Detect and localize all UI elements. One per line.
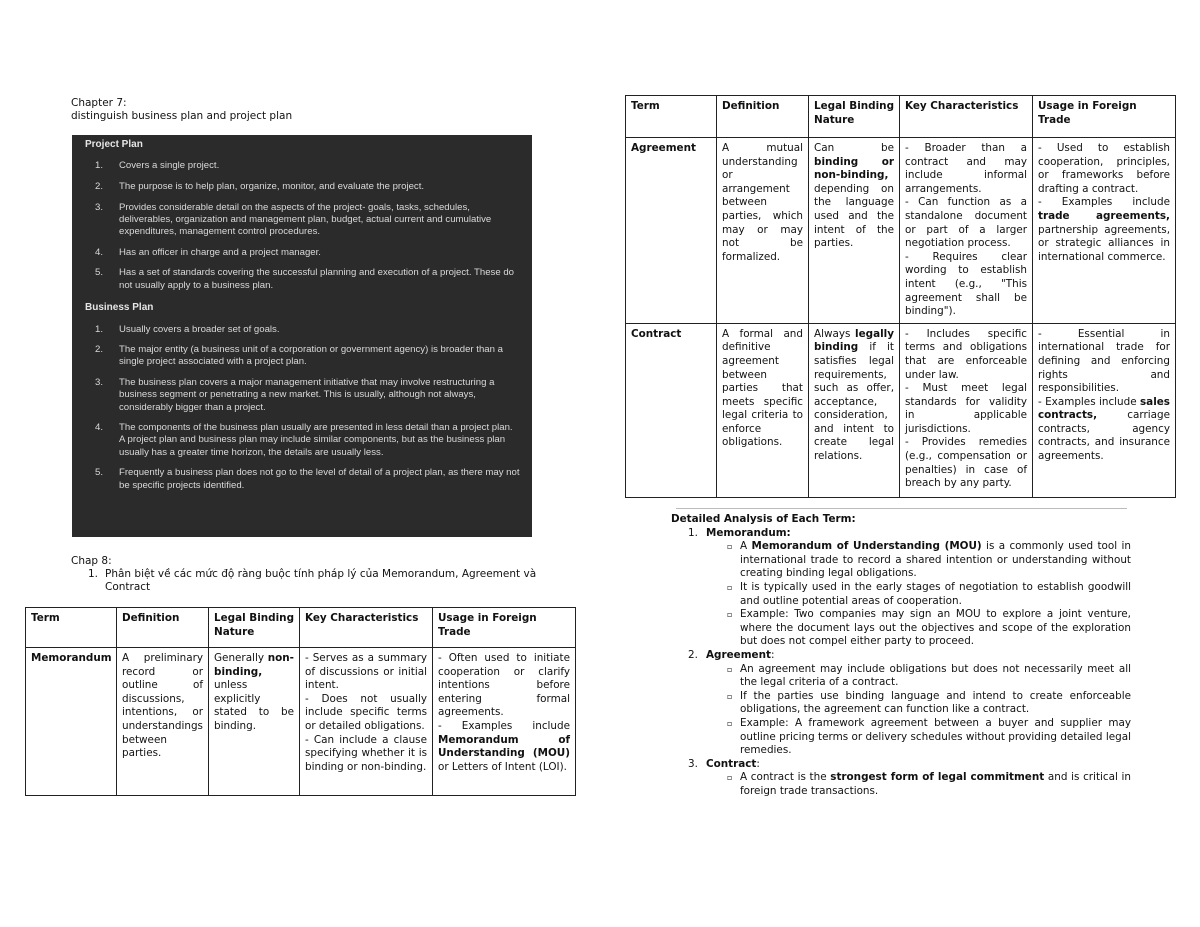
project-plan-title: Project Plan [85,139,143,150]
item-label: Agreement [706,648,771,661]
list-number: 2. [688,648,698,661]
text-run: A contract is the [740,771,831,784]
item-label: Memorandum: [706,526,791,539]
table-row [626,323,1176,497]
list-text: Provides considerable detail on the aspects of the project- goals, tasks, schedules, deliverables, organization and management plan, budget, actual current and cumulative expenditures, management control procedures. [119,201,492,238]
project-plan-item [85,247,520,259]
text-bold: Memorandum of Understanding (MOU) [751,540,982,553]
business-plan-item [85,467,520,491]
cell-legal-binding [809,138,900,324]
text-run: or Letters of Intent (LOI). [438,760,567,773]
list-number: 5. [95,267,104,279]
text-bold: strongest form of legal commitment [830,771,1045,784]
chapter8-heading: Chap 8: [71,555,112,567]
list-text: The major entity (a business unit of a corporation or government agency) is broader than a single project associated with a project plan. [119,344,503,368]
text-run: - Used to establish cooperation, principles, or frameworks before drafting a contract. - Examples include [1038,142,1170,209]
analysis-item-memorandum [671,527,1131,541]
list-number: 1. [95,160,104,172]
list-number: 2. [95,344,104,356]
plan-comparison-image [72,135,532,537]
analysis-item-agreement [671,649,1131,663]
bullet-icon: ▫ [727,582,733,592]
memorandum-table [25,607,576,796]
header-key-characteristics: Key Characteristics [900,96,1033,138]
cell-usage [1033,323,1176,497]
list-text: Phân biệt về các mức độ ràng buộc tính pháp lý của Memorandum, Agreement và Contract [105,568,537,593]
list-text: Has an officer in charge and a project manager. [119,246,321,258]
list-number: 1. [95,323,104,335]
text-run: Always [814,327,856,340]
text-bold: legally binding [814,327,894,354]
list-text: The components of the business plan usually are presented in less detail than a project plan. A project plan and business plan may include similar components, but as the business plan usually has a greater time horizon, the details are usually less. [119,422,513,458]
bullet-item [671,608,1131,649]
text-run: - Often used to initiate cooperation or clarify intentions before entering formal agreements. - Examples include [438,652,570,732]
header-legal-binding: Legal Binding Nature [809,96,900,138]
detailed-analysis [671,513,1131,798]
bullet-item [671,581,1131,608]
bullet-icon: ▫ [727,718,733,728]
text-run: Example: A framework agreement between a buyer and supplier may outline pricing terms or delivery schedules without providing detailed legal remedies. [740,716,1131,757]
cell-term: Memorandum [26,648,117,796]
text-run: : [770,648,775,661]
list-number: 4. [95,422,104,434]
project-plan-item [85,181,520,193]
bullet-icon: ▫ [727,691,733,701]
text-run: An agreement may include obligations but does not necessarily meet all the legal criteria of a contract. [740,662,1131,689]
list-text: Has a set of standards covering the successful planning and execution of a project. These do not usually apply to a business plan. [119,267,515,291]
project-plan-item [85,267,520,291]
cell-term: Agreement [626,138,717,324]
cell-definition: A formal and definitive agreement between parties that meets specific legal criteria to enforce obligations. [717,323,809,497]
bullet-icon: ▫ [727,610,733,620]
header-key-characteristics: Key Characteristics [300,608,433,648]
analysis-item-contract [671,758,1131,772]
bullet-item [671,771,1131,798]
text-bold: sales contracts, [1038,395,1170,422]
business-plan-item [85,422,520,459]
bullet-item [671,663,1131,690]
header-usage: Usage in Foreign Trade [1033,96,1176,138]
text-run: Example: Two companies may sign an MOU to explore a joint venture, where the document lays out the objectives and scope of the exploration but does not compel either party to proceed. [740,608,1131,648]
list-number: 3. [95,201,104,213]
table-row [26,648,576,796]
list-text: Usually covers a broader set of goals. [119,323,280,335]
section-divider [676,508,1127,509]
text-run: if it satisfies legal requirements, such as offer, acceptance, consideration, and intent to create legal relations. [814,341,894,463]
text-bold: trade agreements, [1038,209,1170,222]
text-run: : [756,757,760,770]
business-plan-list [85,324,520,492]
header-usage: Usage in Foreign Trade [433,608,576,648]
cell-definition: A mutual understanding or arrangement between parties, which may or may not be formalized. [717,138,809,324]
list-number: 1. [88,568,99,580]
item-label: Contract [706,757,757,770]
chapter7-heading-block [71,97,292,123]
table-row [626,138,1176,324]
header-term: Term [626,96,717,138]
cell-legal-binding [809,323,900,497]
list-text: The business plan covers a major management initiative that may involve restructuring a business segment or penetrating a new market. This is usually, although not always, considerably bigger than a project. [119,377,495,413]
project-plan-list [85,160,520,292]
table-header-row [626,96,1176,138]
table-header-row [26,608,576,648]
cell-definition: A preliminary record or outline of discussions, intentions, or understandings between parties. [117,648,209,796]
project-plan-item [85,160,520,172]
cell-key-characteristics: - Broader than a contract and may include informal arrangements. - Can function as a standalone document or part of a larger negotiation process. - Requires clear wording to establish intent (e.g., "This agreement shall be binding"). [900,138,1033,324]
list-number: 5. [95,467,104,479]
cell-usage [433,648,576,796]
text-run: Can be [814,142,894,154]
text-bold: non-binding, [214,652,294,678]
text-run: A [740,540,752,553]
chapter8-list-item [88,568,538,594]
header-definition: Definition [717,96,809,138]
business-plan-item [85,344,520,368]
text-run: - Essential in international trade for defining and enforcing rights and responsibilities. - Examples include [1038,327,1170,408]
text-run: It is typically used in the early stages of negotiation to establish goodwill and outline potential areas of cooperation. [740,580,1131,607]
header-definition: Definition [117,608,209,648]
header-term: Term [26,608,117,648]
bullet-icon: ▫ [727,664,733,674]
list-number: 3. [688,757,698,770]
bullet-item [671,690,1131,717]
bullet-item [671,717,1131,758]
cell-key-characteristics: - Serves as a summary of discussions or initial intent. - Does not usually include specific terms or detailed obligations. - Can include a clause specifying whether it is binding or non-binding. [300,648,433,796]
project-plan-item [85,202,520,239]
business-plan-item [85,324,520,336]
list-text: Covers a single project. [119,160,220,172]
analysis-title: Detailed Analysis of Each Term: [671,513,856,525]
list-number: 1. [688,526,698,539]
list-number: 4. [95,246,104,258]
bullet-icon: ▫ [727,542,733,552]
list-number: 3. [95,377,104,389]
list-text: The purpose is to help plan, organize, monitor, and evaluate the project. [119,180,425,192]
chapter7-heading: Chapter 7: [71,97,127,109]
list-number: 2. [95,180,104,192]
cell-usage [1033,138,1176,324]
business-plan-title: Business Plan [85,302,154,314]
agreement-contract-table [625,95,1176,498]
text-run: depending on the language used and the intent of the parties. [814,182,894,250]
header-legal-binding: Legal Binding Nature [209,608,300,648]
text-bold: Memorandum of Understanding (MOU) [438,733,570,760]
text-run: carriage contracts, agency contracts, and insurance agreements. [1038,409,1170,463]
text-run: unless explicitly stated to be binding. [214,679,294,732]
text-run: Generally [214,652,268,664]
business-plan-item [85,377,520,414]
bullet-icon: ▫ [727,773,733,783]
cell-legal-binding [209,648,300,796]
bullet-item [671,540,1131,581]
list-text: Frequently a business plan does not go to the level of detail of a project plan, as there may not be specific projects identified. [119,467,520,491]
text-run: is a commonly used tool in international trade to record a shared intention or understanding without creating binding legal obligations. [740,540,1131,580]
cell-key-characteristics: - Includes specific terms and obligations that are enforceable under law. - Must meet legal standards for validity in applicable jurisdictions. - Provides remedies (e.g., compensation or penalties) in case of breach by any party. [900,323,1033,497]
text-run: If the parties use binding language and intend to create enforceable obligations, the agreement can function like a contract. [740,689,1131,716]
cell-term: Contract [626,323,717,497]
chapter7-subtitle: distinguish business plan and project plan [71,110,293,122]
text-run: and is critical in foreign trade transactions. [740,771,1131,797]
text-run: partnership agreements, or strategic alliances in international commerce. [1038,223,1170,263]
text-bold: binding or non-binding, [814,155,894,182]
